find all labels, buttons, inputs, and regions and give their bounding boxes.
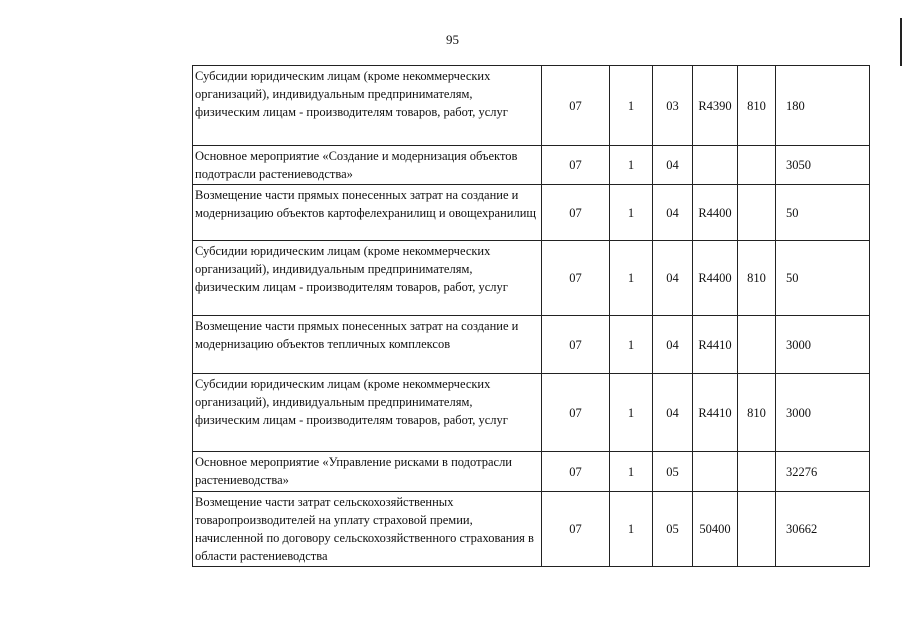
direction-code: R4400 [693, 241, 738, 316]
section-code: 07 [542, 452, 610, 492]
direction-code: R4410 [693, 374, 738, 452]
expense-type-code [738, 185, 776, 241]
table-row [193, 452, 870, 492]
table-row [193, 185, 870, 241]
program-code: 1 [610, 146, 653, 185]
direction-code: R4390 [693, 66, 738, 146]
row-name: Основное мероприятие «Создание и модернизация объектов подотрасли растениеводства» [193, 146, 542, 185]
program-code: 1 [610, 374, 653, 452]
subprogram-code: 04 [653, 241, 693, 316]
subprogram-code: 04 [653, 185, 693, 241]
program-code: 1 [610, 316, 653, 374]
budget-table [192, 65, 870, 567]
expense-type-code: 810 [738, 241, 776, 316]
expense-type-code [738, 492, 776, 567]
table-row [193, 374, 870, 452]
section-code: 07 [542, 374, 610, 452]
row-name: Возмещение части затрат сельскохозяйственных товаропроизводителей на уплату страховой премии, начисленной по договору сельскохозяйственного страхования в области растениеводства [193, 492, 542, 567]
amount: 50 [776, 185, 870, 241]
amount: 3000 [776, 374, 870, 452]
section-code: 07 [542, 241, 610, 316]
page-number: 95 [446, 32, 459, 47]
subprogram-code: 04 [653, 146, 693, 185]
expense-type-code [738, 452, 776, 492]
direction-code: R4400 [693, 185, 738, 241]
table-row [193, 316, 870, 374]
program-code: 1 [610, 185, 653, 241]
expense-type-code [738, 146, 776, 185]
expense-type-code [738, 316, 776, 374]
amount: 3000 [776, 316, 870, 374]
direction-code: R4410 [693, 316, 738, 374]
expense-type-code: 810 [738, 374, 776, 452]
table-row [193, 146, 870, 185]
direction-code [693, 452, 738, 492]
page-edge-mark [900, 18, 902, 66]
amount: 180 [776, 66, 870, 146]
subprogram-code: 04 [653, 374, 693, 452]
table-row [193, 241, 870, 316]
row-name: Основное мероприятие «Управление рисками в подотрасли растениеводства» [193, 452, 542, 492]
amount: 32276 [776, 452, 870, 492]
table-row [193, 492, 870, 567]
amount: 30662 [776, 492, 870, 567]
subprogram-code: 03 [653, 66, 693, 146]
program-code: 1 [610, 492, 653, 567]
row-name: Возмещение части прямых понесенных затрат на создание и модернизацию объектов картофелехранилищ и овощехранилищ [193, 185, 542, 241]
direction-code [693, 146, 738, 185]
row-name: Субсидии юридическим лицам (кроме некоммерческих организаций), индивидуальным предпринимателям, физическим лицам - производителям товаров, работ, услуг [193, 374, 542, 452]
direction-code: 50400 [693, 492, 738, 567]
amount: 50 [776, 241, 870, 316]
amount: 3050 [776, 146, 870, 185]
row-name: Субсидии юридическим лицам (кроме некоммерческих организаций), индивидуальным предпринимателям, физическим лицам - производителям товаров, работ, услуг [193, 241, 542, 316]
program-code: 1 [610, 66, 653, 146]
section-code: 07 [542, 146, 610, 185]
program-code: 1 [610, 452, 653, 492]
subprogram-code: 05 [653, 452, 693, 492]
table-row [193, 66, 870, 146]
subprogram-code: 05 [653, 492, 693, 567]
section-code: 07 [542, 185, 610, 241]
row-name: Возмещение части прямых понесенных затрат на создание и модернизацию объектов тепличных комплексов [193, 316, 542, 374]
program-code: 1 [610, 241, 653, 316]
row-name: Субсидии юридическим лицам (кроме некоммерческих организаций), индивидуальным предпринимателям, физическим лицам - производителям товаров, работ, услуг [193, 66, 542, 146]
section-code: 07 [542, 66, 610, 146]
expense-type-code: 810 [738, 66, 776, 146]
section-code: 07 [542, 316, 610, 374]
section-code: 07 [542, 492, 610, 567]
subprogram-code: 04 [653, 316, 693, 374]
